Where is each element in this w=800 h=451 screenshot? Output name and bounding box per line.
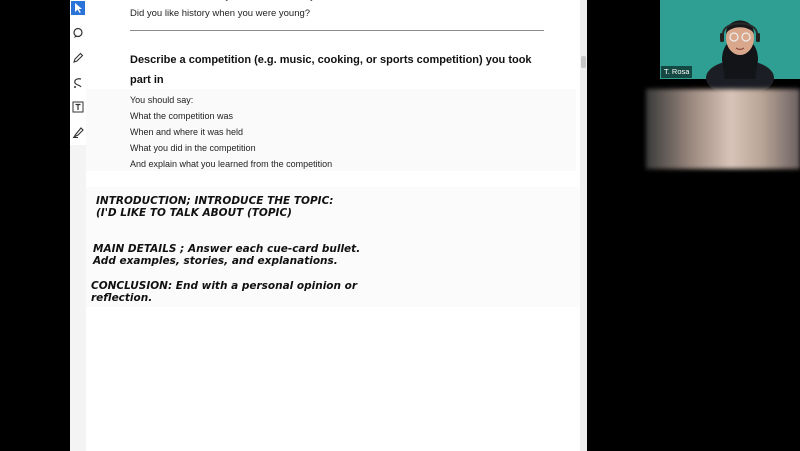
document-page[interactable] bbox=[86, 0, 587, 451]
highlighter-icon[interactable] bbox=[71, 125, 85, 139]
cue-bullet: And explain what you learned from the competition bbox=[130, 159, 333, 169]
question-line: Did you like history when you were young? bbox=[130, 8, 311, 19]
you-should-say-label: You should say: bbox=[130, 95, 194, 105]
toolbar-background bbox=[70, 145, 86, 451]
participant-name-label: T. Rosa bbox=[661, 66, 692, 78]
comment-icon[interactable] bbox=[71, 26, 85, 40]
cue-bullet: When and where it was held bbox=[130, 127, 244, 137]
pen-icon[interactable] bbox=[71, 51, 85, 65]
conclusion-note: CONCLUSION: End with a personal opinion or reflection. bbox=[91, 280, 358, 304]
introduction-note: INTRODUCTION; INTRODUCE THE TOPIC: (I'D LIKE TO TALK ABOUT (TOPIC) bbox=[96, 195, 334, 219]
text-box-icon[interactable] bbox=[71, 100, 85, 114]
cursor-icon[interactable] bbox=[71, 1, 85, 15]
annotation-toolbar bbox=[70, 0, 87, 145]
cue-bullet: What the competition was bbox=[130, 111, 234, 121]
cue-bullet: What you did in the competition bbox=[130, 143, 256, 153]
divider bbox=[130, 30, 544, 31]
main-details-note: MAIN DETAILS ; Answer each cue-card bullet. Add examples, stories, and explanations. bbox=[93, 243, 361, 267]
blurred-video-tile[interactable] bbox=[646, 89, 800, 169]
scrollbar-thumb[interactable] bbox=[581, 56, 586, 68]
left-margin bbox=[0, 0, 70, 451]
cue-card-heading: Describe a competition (e.g. music, cooking, or sports competition) you took part in bbox=[130, 54, 532, 86]
eraser-icon[interactable] bbox=[71, 76, 85, 90]
previous-question-partial bbox=[130, 0, 320, 1]
